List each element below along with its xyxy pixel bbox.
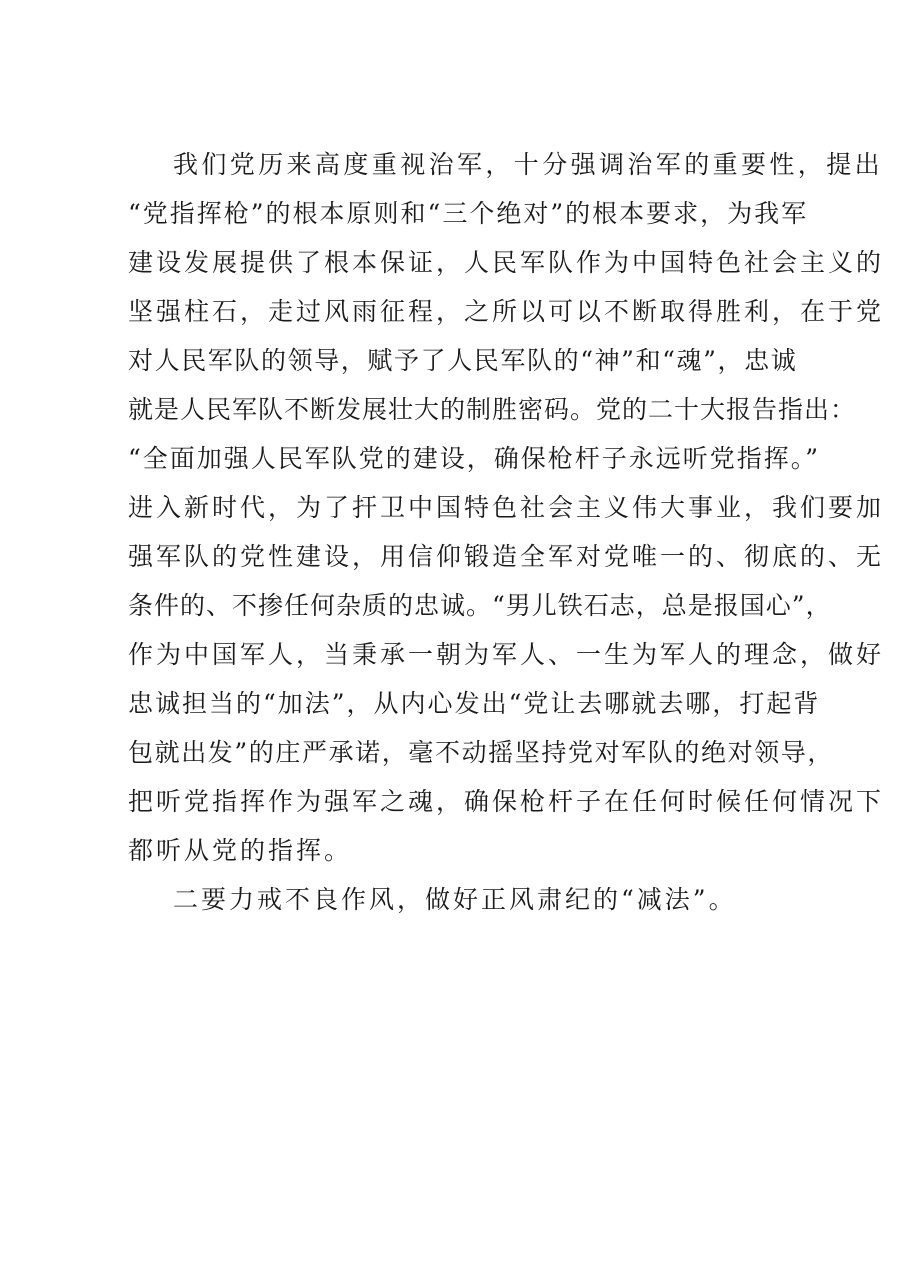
text-line: 条件的、不掺任何杂质的忠诚。“男儿铁石志，总是报国心”， (128, 591, 832, 620)
text-line: 就是人民军队不断发展壮大的制胜密码。党的二十大报告指出： (128, 395, 857, 424)
text-line: 把听党指挥作为强军之魂，确保枪杆子在任何时候任何情况下 (128, 787, 885, 816)
text-line: 强军队的党性建设，用信仰锻造全军对党唯一的、彻底的、无 (128, 542, 885, 571)
paragraph-2 (128, 875, 818, 924)
text-line: 坚强柱石，走过风雨征程，之所以可以不断取得胜利，在于党 (128, 297, 885, 326)
text-line: 作为中国军人，当秉承一朝为军人、一生为军人的理念，做好 (128, 640, 885, 669)
text-line: 二要力戒不良作风，做好正风肃纪的“减法”。 (173, 885, 737, 914)
text-line: 包就出发”的庄严承诺，毫不动摇坚持党对军队的绝对领导， (128, 738, 834, 767)
text-line: 我们党历来高度重视治军，十分强调治军的重要性，提出 (173, 150, 884, 179)
text-line: “全面加强人民军队党的建设，确保枪杆子永远听党指挥。” (128, 444, 821, 473)
text-line: 建设发展提供了根本保证，人民军队作为中国特色社会主义的 (128, 248, 885, 277)
document-body (128, 140, 885, 924)
text-line: 都听从党的指挥。 (128, 836, 353, 865)
text-line: “党指挥枪”的根本原则和“三个绝对”的根本要求，为我军 (128, 199, 809, 228)
text-line: 忠诚担当的“加法”，从内心发出“党让去哪就去哪，打起背 (128, 689, 821, 718)
paragraph-1 (128, 140, 885, 875)
text-line: 进入新时代，为了扞卫中国特色社会主义伟大事业，我们要加 (128, 493, 885, 522)
text-line: 对人民军队的领导，赋予了人民军队的“神”和“魂”，忠诚 (128, 346, 798, 375)
